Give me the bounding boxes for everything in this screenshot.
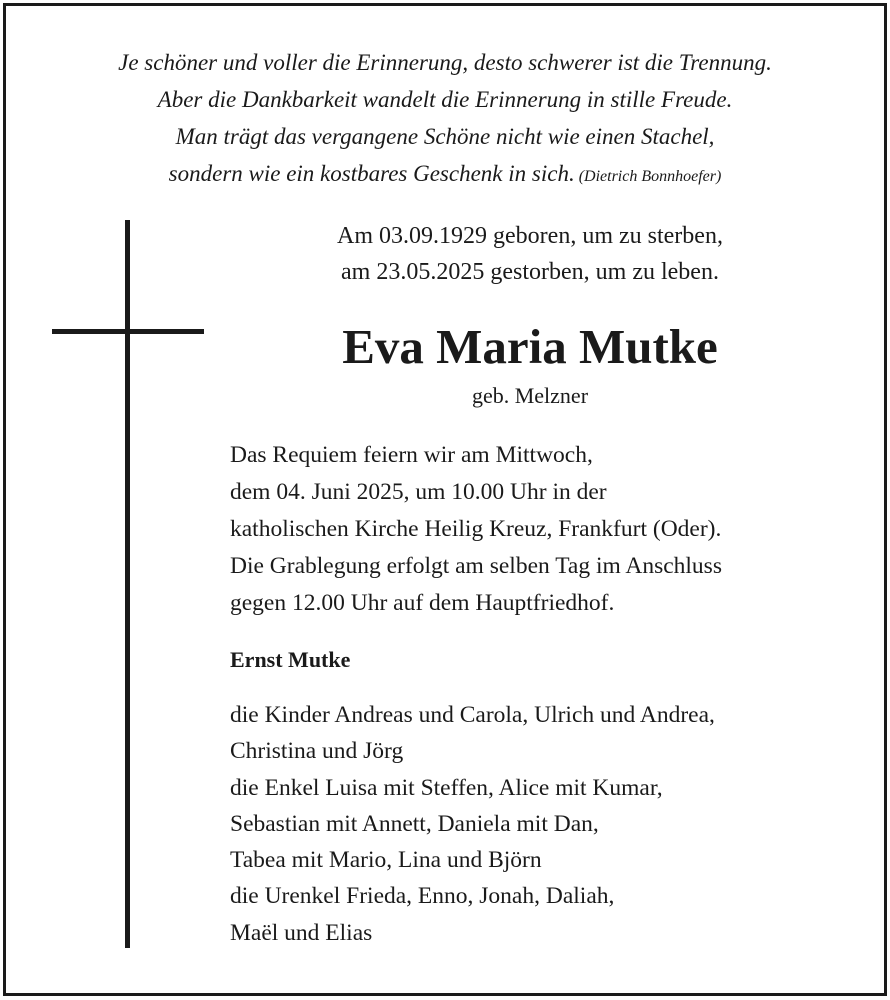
epigraph-quote (0, 44, 890, 195)
quote-author: (Dietrich Bonnhoefer) (578, 168, 722, 185)
quote-line-text: sondern wie ein kostbares Geschenk in sich. (168, 161, 575, 186)
family-line: die Kinder Andreas und Carola, Ulrich und Andrea, (230, 702, 715, 728)
service-details (230, 437, 860, 622)
family-line: die Enkel Luisa mit Steffen, Alice mit Kumar, (230, 774, 663, 801)
death-date-line: am 23.05.2025 gestorben, um zu leben. (341, 259, 719, 285)
family-line: Sebastian mit Annett, Daniela mit Dan, (230, 810, 599, 837)
family-line: Christina und Jörg (230, 738, 404, 765)
family-list (230, 697, 870, 951)
quote-line: Man trägt das vergangene Schöne nicht wie einen Stachel, (175, 124, 715, 149)
deceased-name: Eva Maria Mutke (342, 319, 718, 374)
service-line: dem 04. Juni 2025, um 10.00 Uhr in der (230, 479, 607, 505)
service-line: katholischen Kirche Heilig Kreuz, Frankfurt (Oder). (230, 516, 722, 542)
family-line: Tabea mit Mario, Lina und Björn (230, 847, 542, 874)
life-dates (230, 218, 830, 290)
service-line: gegen 12.00 Uhr auf dem Hauptfriedhof. (230, 590, 615, 616)
family-line: Maël und Elias (230, 919, 373, 946)
birth-name: geb. Melzner (471, 383, 589, 408)
birth-date-line: Am 03.09.1929 geboren, um zu sterben, (337, 223, 723, 249)
service-line: Das Requiem feiern wir am Mittwoch, (230, 442, 593, 468)
quote-line: Aber die Dankbarkeit wandelt die Erinnerung in stille Freude. (157, 87, 733, 112)
cross-icon-horizontal-bar (52, 329, 204, 334)
quote-line-last (0, 155, 890, 195)
spouse-name: Ernst Mutke (230, 647, 351, 672)
family-line: die Urenkel Frieda, Enno, Jonah, Daliah, (230, 883, 615, 910)
service-line: Die Grablegung erfolgt am selben Tag im Anschluss (230, 553, 722, 579)
quote-line: Je schöner und voller die Erinnerung, desto schwerer ist die Trennung. (118, 50, 772, 75)
